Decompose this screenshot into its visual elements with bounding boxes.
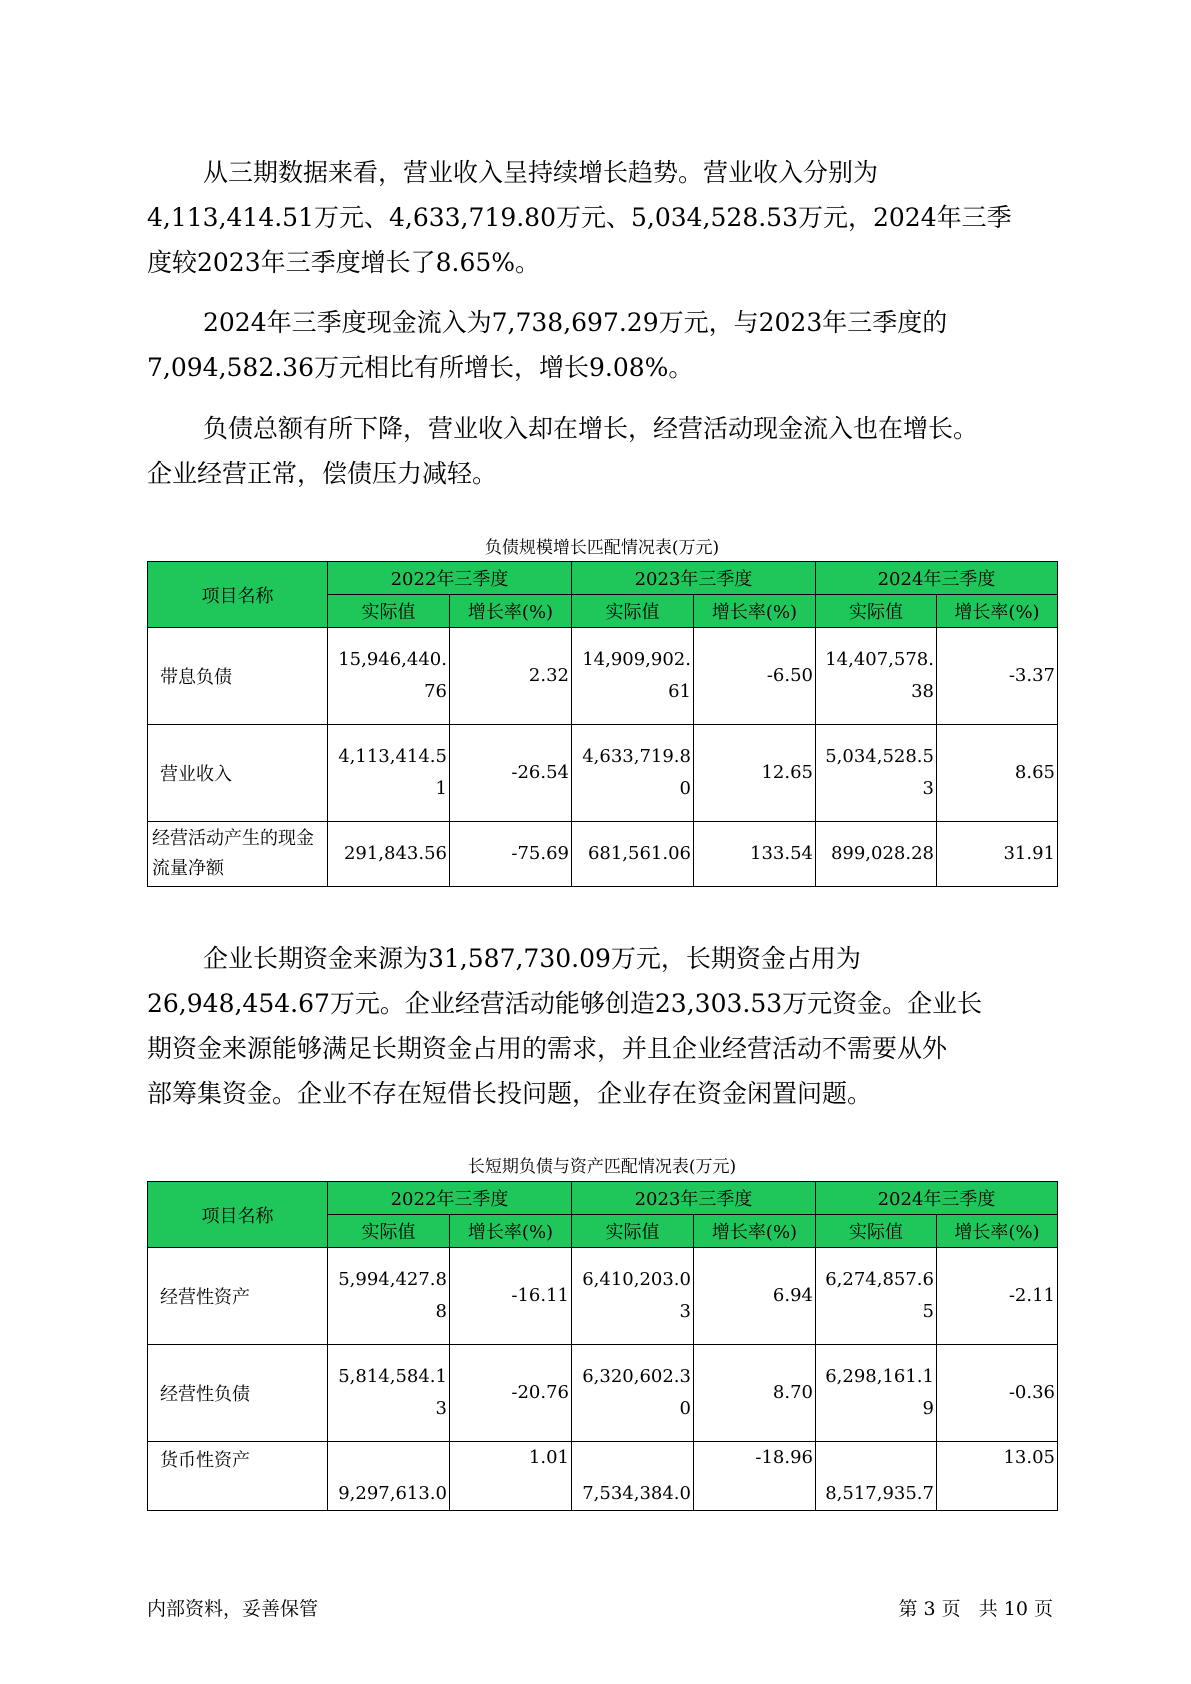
cell-value: 6,320,602.30 <box>572 1345 694 1442</box>
header-period: 2022年三季度 <box>328 1182 572 1215</box>
footer-page-number: 第 3 页 共 10 页 <box>898 1598 1053 1620</box>
cell-value: -75.69 <box>450 822 572 887</box>
cell-value: 7,534,384.0 <box>572 1442 694 1511</box>
header-actual: 实际值 <box>328 1215 450 1248</box>
table-row <box>148 1345 1058 1442</box>
header-actual: 实际值 <box>572 1215 694 1248</box>
cell-value: 133.54 <box>694 822 816 887</box>
cell-value: 291,843.56 <box>328 822 450 887</box>
header-period: 2022年三季度 <box>328 562 572 595</box>
row-name: 货币性资产 <box>148 1442 328 1511</box>
cell-value: 15,946,440.76 <box>328 628 450 725</box>
row-name: 经营活动产生的现金流量净额 <box>148 822 328 887</box>
table-row <box>148 1248 1058 1345</box>
text-line: 7,094,582.36万元相比有所增长，增长9.08%。 <box>147 353 694 382</box>
cell-value: -16.11 <box>450 1248 572 1345</box>
paragraph-long-term-funding <box>147 936 1057 1116</box>
text-line: 度较2023年三季度增长了8.65%。 <box>147 248 541 277</box>
debt-growth-table <box>147 561 1058 887</box>
paragraph-cash-inflow <box>147 300 1057 390</box>
text-line: 从三期数据来看，营业收入呈持续增长趋势。营业收入分别为 <box>203 158 879 187</box>
row-name: 营业收入 <box>148 725 328 822</box>
text-line: 期资金来源能够满足长期资金占用的需求，并且企业经营活动不需要从外 <box>147 1034 948 1063</box>
cell-value: 899,028.28 <box>816 822 937 887</box>
text-line: 2024年三季度现金流入为7,738,697.29万元，与2023年三季度的 <box>203 308 948 337</box>
text-line: 企业长期资金来源为31,587,730.09万元，长期资金占用为 <box>203 944 861 973</box>
header-period: 2023年三季度 <box>572 1182 816 1215</box>
text-line: 部筹集资金。企业不存在短借长投问题，企业存在资金闲置问题。 <box>147 1079 873 1108</box>
table1-caption: 负债规模增长匹配情况表(万元) <box>484 538 720 558</box>
cell-value: -2.11 <box>937 1248 1058 1345</box>
cell-value: 5,814,584.13 <box>328 1345 450 1442</box>
header-growth: 增长率(%) <box>450 1215 572 1248</box>
cell-value: 9,297,613.0 <box>328 1442 450 1511</box>
cell-value: 6.94 <box>694 1248 816 1345</box>
cell-value: 14,407,578.38 <box>816 628 937 725</box>
text-line: 26,948,454.67万元。企业经营活动能够创造23,303.53万元资金。企业长 <box>147 989 983 1018</box>
row-name: 经营性资产 <box>148 1248 328 1345</box>
row-name: 带息负债 <box>148 628 328 725</box>
table2-caption: 长短期负债与资产匹配情况表(万元) <box>467 1157 737 1177</box>
header-period: 2024年三季度 <box>816 562 1058 595</box>
cell-value: 12.65 <box>694 725 816 822</box>
cell-value: 5,034,528.53 <box>816 725 937 822</box>
cell-value: 4,113,414.51 <box>328 725 450 822</box>
asset-liability-table <box>147 1181 1058 1511</box>
cell-value: 6,298,161.19 <box>816 1345 937 1442</box>
cell-value: 5,994,427.88 <box>328 1248 450 1345</box>
cell-value: 13.05 <box>937 1442 1058 1511</box>
cell-value: 6,274,857.65 <box>816 1248 937 1345</box>
cell-value: 31.91 <box>937 822 1058 887</box>
table-row <box>148 628 1058 725</box>
cell-value: -26.54 <box>450 725 572 822</box>
table-row <box>148 822 1058 887</box>
cell-value: -20.76 <box>450 1345 572 1442</box>
header-actual: 实际值 <box>328 595 450 628</box>
header-growth: 增长率(%) <box>450 595 572 628</box>
text-line: 企业经营正常，偿债压力减轻。 <box>147 459 498 488</box>
row-name: 经营性负债 <box>148 1345 328 1442</box>
header-growth: 增长率(%) <box>937 1215 1058 1248</box>
header-actual: 实际值 <box>816 595 937 628</box>
header-growth: 增长率(%) <box>694 595 816 628</box>
text-line: 负债总额有所下降，营业收入却在增长，经营活动现金流入也在增长。 <box>203 414 979 443</box>
cell-value: -3.37 <box>937 628 1058 725</box>
header-item-name: 项目名称 <box>148 562 328 628</box>
cell-value: -18.96 <box>694 1442 816 1511</box>
footer-confidential-note: 内部资料，妥善保管 <box>147 1598 319 1620</box>
cell-value: 681,561.06 <box>572 822 694 887</box>
cell-value: 2.32 <box>450 628 572 725</box>
cell-value: 14,909,902.61 <box>572 628 694 725</box>
cell-value: 4,633,719.80 <box>572 725 694 822</box>
cell-value: 6,410,203.03 <box>572 1248 694 1345</box>
table-row <box>148 725 1058 822</box>
header-growth: 增长率(%) <box>694 1215 816 1248</box>
cell-value: -0.36 <box>937 1345 1058 1442</box>
cell-value: 8,517,935.7 <box>816 1442 937 1511</box>
paragraph-revenue-trend <box>147 150 1057 285</box>
header-item-name: 项目名称 <box>148 1182 328 1248</box>
header-growth: 增长率(%) <box>937 595 1058 628</box>
cell-value: 8.65 <box>937 725 1058 822</box>
header-actual: 实际值 <box>572 595 694 628</box>
header-actual: 实际值 <box>816 1215 937 1248</box>
table-row <box>148 1442 1058 1511</box>
paragraph-debt-summary <box>147 406 1057 496</box>
header-period: 2024年三季度 <box>816 1182 1058 1215</box>
cell-value: -6.50 <box>694 628 816 725</box>
header-period: 2023年三季度 <box>572 562 816 595</box>
cell-value: 1.01 <box>450 1442 572 1511</box>
text-line: 4,113,414.51万元、4,633,719.80万元、5,034,528.53万元，2024年三季 <box>147 203 1012 232</box>
cell-value: 8.70 <box>694 1345 816 1442</box>
